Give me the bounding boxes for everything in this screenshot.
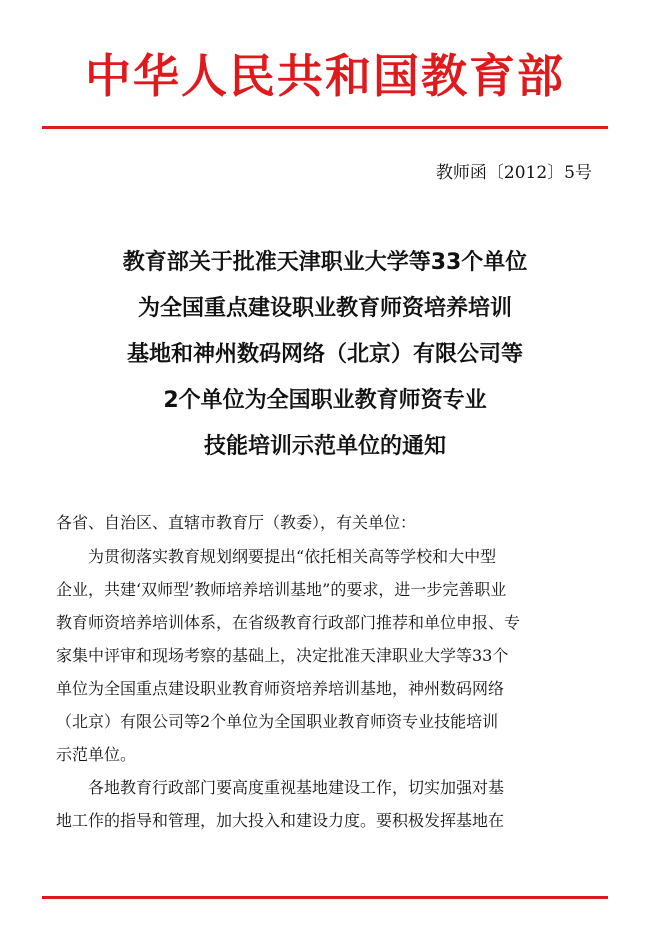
- body-line: 企业，共建‘双师型’教师培养培训基地”的要求，进一步完善职业: [56, 580, 507, 599]
- document-title: [40, 240, 610, 470]
- document-number: 教师函〔2012〕5号: [435, 163, 592, 183]
- body-line: 教育师资培养培训体系，在省级教育行政部门推荐和单位申报、专: [56, 613, 521, 632]
- document-body: [56, 540, 608, 837]
- body-line: 示范单位。: [56, 745, 137, 764]
- paragraph-2: [56, 771, 608, 837]
- body-line: 单位为全国重点建设职业教育师资培养培训基地，神州数码网络: [56, 679, 505, 698]
- body-line: 地工作的指导和管理，加大投入和建设力度。要积极发挥基地在: [56, 811, 505, 830]
- title-line: 基地和神州数码网络（北京）有限公司等: [126, 342, 523, 367]
- body-line: （北京）有限公司等2个单位为全国职业教育师资专业技能培训: [56, 712, 499, 731]
- paragraph-1: [56, 540, 608, 771]
- title-line: 为全国重点建设职业教育师资培养培训: [137, 296, 512, 321]
- red-rule-top: [42, 126, 608, 129]
- title-line: 2个单位为全国职业教育师资专业: [163, 388, 487, 413]
- body-line: 为贯彻落实教育规划纲要提出“依托相关高等学校和大中型: [88, 547, 497, 566]
- salutation: 各省、自治区、直辖市教育厅（教委），有关单位：: [56, 513, 417, 532]
- title-line: 技能培训示范单位的通知: [203, 434, 446, 459]
- title-line: 教育部关于批准天津职业大学等33个单位: [122, 250, 528, 275]
- ministry-masthead: 中华人民共和国教育部: [85, 49, 565, 103]
- red-rule-bottom: [42, 896, 608, 899]
- body-line: 家集中评审和现场考察的基础上，决定批准天津职业大学等33个: [56, 646, 509, 665]
- body-line: 各地教育行政部门要高度重视基地建设工作，切实加强对基: [88, 778, 505, 797]
